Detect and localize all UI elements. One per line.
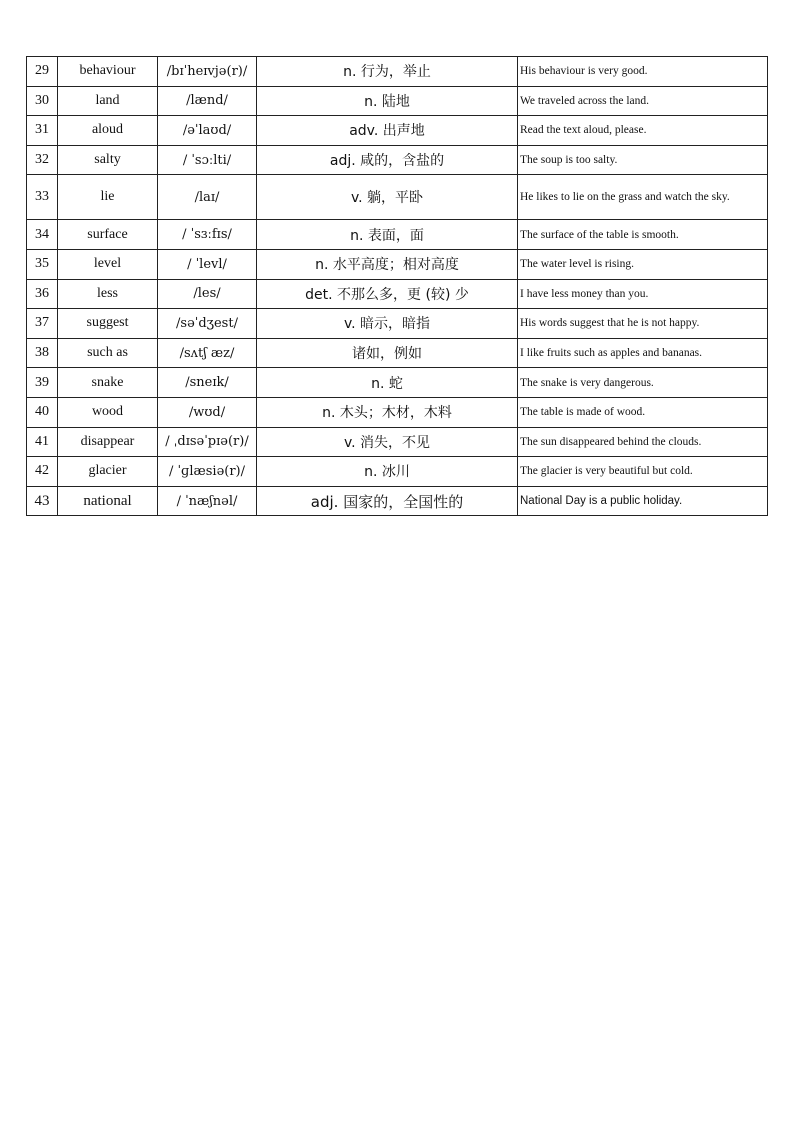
table-row (27, 86, 768, 116)
table-row (27, 397, 768, 427)
phonetic-cell: /les/ (158, 279, 257, 309)
word-cell: lie (58, 175, 158, 220)
row-number: 29 (27, 57, 58, 87)
table-row (27, 279, 768, 309)
word-cell: disappear (58, 427, 158, 457)
meaning-cell: v. 暗示，暗指 (257, 309, 518, 339)
phonetic-cell: / ˈɡlæsiə(r)/ (158, 457, 257, 487)
phonetic-cell: / ˈlevl/ (158, 249, 257, 279)
word-cell: level (58, 249, 158, 279)
meaning-cell: n. 表面，面 (257, 220, 518, 250)
row-number: 43 (27, 486, 58, 516)
row-number: 35 (27, 249, 58, 279)
example-cell: The glacier is very beautiful but cold. (518, 457, 768, 487)
table-row (27, 116, 768, 146)
word-cell: surface (58, 220, 158, 250)
phonetic-cell: /laɪ/ (158, 175, 257, 220)
word-cell: behaviour (58, 57, 158, 87)
meaning-cell: n. 水平高度；相对高度 (257, 249, 518, 279)
table-row (27, 220, 768, 250)
meaning-cell: n. 蛇 (257, 368, 518, 398)
example-cell: The table is made of wood. (518, 397, 768, 427)
example-cell: His words suggest that he is not happy. (518, 309, 768, 339)
word-cell: land (58, 86, 158, 116)
meaning-cell: n. 陆地 (257, 86, 518, 116)
example-cell: National Day is a public holiday. (518, 486, 768, 516)
example-cell: Read the text aloud, please. (518, 116, 768, 146)
example-cell: The surface of the table is smooth. (518, 220, 768, 250)
row-number: 31 (27, 116, 58, 146)
table-row (27, 57, 768, 87)
phonetic-cell: /sʌtʃ æz/ (158, 338, 257, 368)
row-number: 30 (27, 86, 58, 116)
table-row (27, 145, 768, 175)
table-row (27, 368, 768, 398)
example-cell: The snake is very dangerous. (518, 368, 768, 398)
table-row (27, 309, 768, 339)
meaning-cell: adv. 出声地 (257, 116, 518, 146)
row-number: 34 (27, 220, 58, 250)
row-number: 40 (27, 397, 58, 427)
phonetic-cell: /lænd/ (158, 86, 257, 116)
word-cell: wood (58, 397, 158, 427)
row-number: 32 (27, 145, 58, 175)
vocabulary-table (26, 56, 768, 516)
word-cell: such as (58, 338, 158, 368)
phonetic-cell: / ˈnæʃnəl/ (158, 486, 257, 516)
row-number: 38 (27, 338, 58, 368)
phonetic-cell: /bɪˈheɪvjə(r)/ (158, 57, 257, 87)
table-row (27, 427, 768, 457)
row-number: 39 (27, 368, 58, 398)
row-number: 36 (27, 279, 58, 309)
phonetic-cell: / ˈsɜːfɪs/ (158, 220, 257, 250)
meaning-cell: v. 躺，平卧 (257, 175, 518, 220)
row-number: 37 (27, 309, 58, 339)
phonetic-cell: /sneɪk/ (158, 368, 257, 398)
table-row (27, 486, 768, 516)
meaning-cell: det. 不那么多，更 (较) 少 (257, 279, 518, 309)
row-number: 42 (27, 457, 58, 487)
phonetic-cell: /əˈlaʊd/ (158, 116, 257, 146)
example-cell: He likes to lie on the grass and watch the sky. (518, 175, 768, 220)
word-cell: suggest (58, 309, 158, 339)
table-row (27, 338, 768, 368)
meaning-cell: 诸如，例如 (257, 338, 518, 368)
word-cell: snake (58, 368, 158, 398)
phonetic-cell: / ˌdɪsəˈpɪə(r)/ (158, 427, 257, 457)
example-cell: The water level is rising. (518, 249, 768, 279)
phonetic-cell: /wʊd/ (158, 397, 257, 427)
table-row (27, 175, 768, 220)
phonetic-cell: /səˈdʒest/ (158, 309, 257, 339)
meaning-cell: adj. 咸的，含盐的 (257, 145, 518, 175)
example-cell: I have less money than you. (518, 279, 768, 309)
word-cell: aloud (58, 116, 158, 146)
meaning-cell: v. 消失，不见 (257, 427, 518, 457)
example-cell: His behaviour is very good. (518, 57, 768, 87)
meaning-cell: n. 冰川 (257, 457, 518, 487)
example-cell: The soup is too salty. (518, 145, 768, 175)
word-cell: salty (58, 145, 158, 175)
table-row (27, 249, 768, 279)
row-number: 33 (27, 175, 58, 220)
table-row (27, 457, 768, 487)
phonetic-cell: / ˈsɔːlti/ (158, 145, 257, 175)
example-cell: I like fruits such as apples and bananas. (518, 338, 768, 368)
word-cell: glacier (58, 457, 158, 487)
meaning-cell: n. 行为，举止 (257, 57, 518, 87)
word-cell: national (58, 486, 158, 516)
meaning-cell: adj. 国家的，全国性的 (257, 486, 518, 516)
word-cell: less (58, 279, 158, 309)
example-cell: We traveled across the land. (518, 86, 768, 116)
vocabulary-table-body (27, 57, 768, 516)
example-cell: The sun disappeared behind the clouds. (518, 427, 768, 457)
row-number: 41 (27, 427, 58, 457)
meaning-cell: n. 木头；木材，木料 (257, 397, 518, 427)
